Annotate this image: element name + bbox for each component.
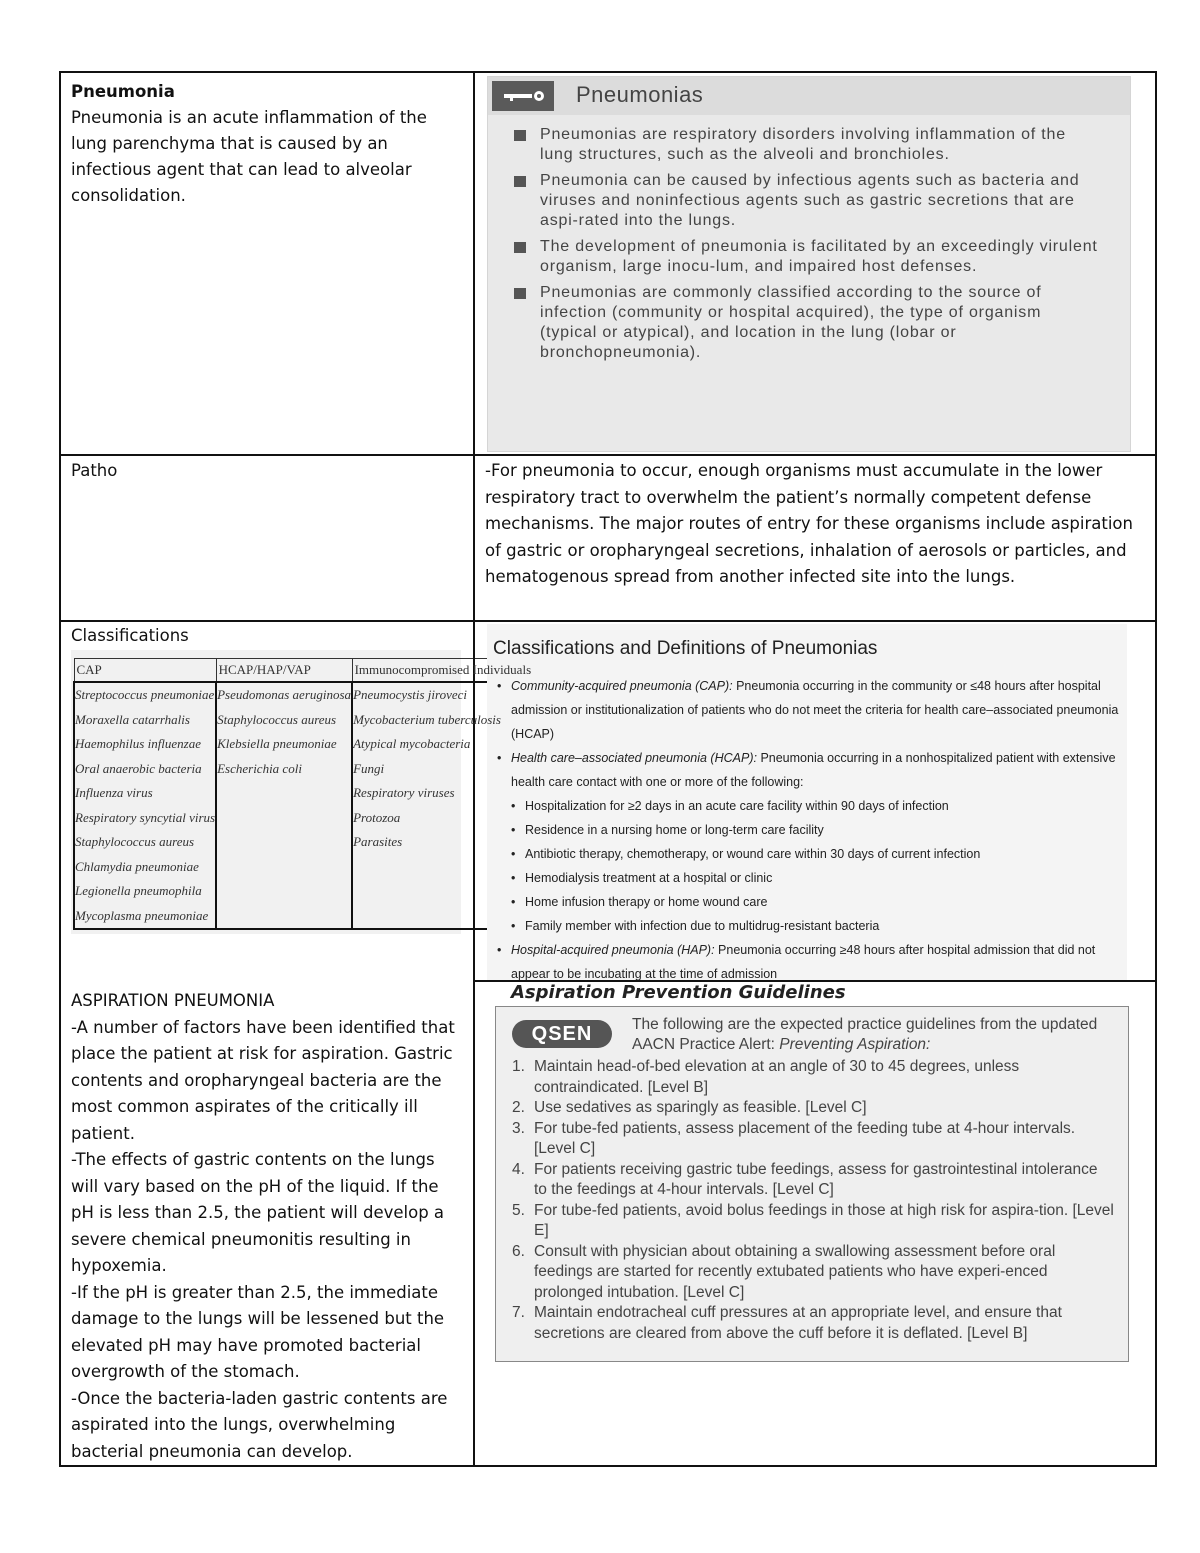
key-box-title: Pneumonias <box>576 82 704 107</box>
pneumonia-definition-cell <box>60 72 474 455</box>
aspiration-paragraph: -If the pH is greater than 2.5, the immediate damage to the lungs will be lessened but the elevated pH may have promoted bacterial overgrowth of the stomach. <box>71 1282 445 1381</box>
organism-name: Mycobacterium tuberculosis <box>353 711 501 727</box>
guideline-item <box>512 1057 1114 1098</box>
organism-name: Respiratory syncytial virus <box>75 809 216 825</box>
key-bullet: Pneumonias are respiratory disorders involving inflammation of the lung structures, such as the alveoli and bronchioles. <box>510 125 1102 165</box>
organism-name: Staphylococcus aureus <box>75 834 195 849</box>
guideline-item <box>512 1201 1114 1242</box>
guideline-text: For patients receiving gastric tube feedings, assess for gastrointestinal intolerance to the feedings at 4-hour intervals. [Level C] <box>534 1160 1098 1198</box>
cap-organism-list <box>75 683 215 928</box>
pneumonia-definition: Pneumonia is an acute inflammation of the lung parenchyma that is caused by an infectious agent that can lead to alveolar consolidation. <box>71 108 427 205</box>
def-hcap: • Health care–associated pneumonia (HCAP): Pneumonia occurring in a nonhospitalized patient with extensive health care contact with one or more of the following: <box>497 746 1121 794</box>
aspiration-paragraphs <box>71 1015 463 1466</box>
guideline-number: 1. <box>512 1058 525 1075</box>
guideline-number: 6. <box>512 1242 525 1260</box>
def-hcap-item: • Hemodialysis treatment at a hospital or clinic <box>497 866 1121 890</box>
guidelines-intro: The following are the expected practice guidelines from the updated AACN Practice Alert: Preventing Aspiration: <box>632 1016 1098 1053</box>
guideline-number: 3. <box>512 1119 525 1137</box>
org-header-cap: CAP <box>74 659 216 683</box>
qsen-badge: QSEN <box>512 1020 612 1048</box>
classifications-label: Classifications <box>71 626 189 645</box>
patho-label: Patho <box>71 461 118 480</box>
organism-table-image <box>71 650 532 934</box>
guideline-item <box>512 1119 1114 1160</box>
aspiration-paragraph: -A number of factors have been identified that place the patient at risk for aspiration. Gastric contents and oropharyngeal bacteria are the most common aspirates of the critically ill patient. <box>71 1017 455 1143</box>
def-hcap-item: • Hospitalization for ≥2 days in an acute care facility within 90 days of infection <box>497 794 1121 818</box>
pneumonia-title: Pneumonia <box>71 82 175 101</box>
patho-text: -For pneumonia to occur, enough organisms must accumulate in the lower respiratory tract to overwhelm the patient’s normally competent defense mechanisms. The major routes of entry for these organisms include aspiration of gastric or oropharyngeal secretions, inhalation of aerosols or particles, and hematogenous spread from another infected site into the lungs. <box>485 461 1133 586</box>
guidelines-box <box>495 1006 1129 1362</box>
organism-name: Atypical mycobacteria <box>353 736 471 751</box>
guideline-text: Consult with physician about obtaining a swallowing assessment before oral feedings are started for recently extubated patients who have experi-enced prolonged intubation. [Level C] <box>534 1242 1056 1301</box>
key-bullet: Pneumonias are commonly classified according to the source of infection (community or hospital acquired), the type of organism (typical or atypical), and location in the lung (lobar or bronchopneumonia). <box>510 283 1102 363</box>
organism-name: Oral anaerobic bacteria <box>75 760 202 776</box>
key-bullet-list <box>488 125 1130 363</box>
organism-name: Respiratory viruses <box>353 785 455 800</box>
aspiration-paragraph: -The effects of gastric contents on the lungs will vary based on the pH of the liquid. If the pH is less than 2.5, the patient will develop a severe chemical pneumonitis resulting in hypoxemia. <box>71 1150 445 1275</box>
org-header-immuno: Immunocompromised Individuals <box>352 659 534 683</box>
organism-name: Pseudomonas aeruginosa <box>217 687 352 702</box>
aspiration-heading: ASPIRATION PNEUMONIA <box>71 991 275 1010</box>
classifications-cell <box>60 621 532 1466</box>
organism-table <box>73 658 535 930</box>
definitions-image <box>487 624 1127 980</box>
def-hap: • Hospital-acquired pneumonia (HAP): Pneumonia occurring ≥48 hours after hospital admission that did not appear to be incubating at the time of admission <box>497 938 1121 980</box>
patho-label-cell <box>60 455 474 621</box>
organism-name: Klebsiella pneumoniae <box>217 736 337 751</box>
aspiration-paragraph: -Once the bacteria-laden gastric contents are aspirated into the lungs, overwhelming bacterial pneumonia can develop. <box>71 1388 448 1461</box>
org-header-hcap: HCAP/HAP/VAP <box>216 659 352 683</box>
def-hcap-item: • Residence in a nursing home or long-term care facility <box>497 818 1121 842</box>
guideline-item <box>512 1160 1114 1201</box>
guideline-item <box>512 1098 1114 1119</box>
key-icon <box>492 81 554 111</box>
organism-name: Moraxella catarrhalis <box>75 711 190 727</box>
def-cap: • Community-acquired pneumonia (CAP): Pneumonia occurring in the community or ≤48 hours after hospital admission or institutionalization of patients who do not meet the criteria for health care–associated pneumonia (HCAP) <box>497 674 1121 746</box>
organism-name: Mycoplasma pneumoniae <box>75 907 209 923</box>
key-bullet: The development of pneumonia is facilitated by an exceedingly virulent organism, large inocu-lum, and impaired host defenses. <box>510 237 1102 277</box>
organism-name: Parasites <box>353 834 403 849</box>
pneumonias-key-box <box>487 76 1131 452</box>
hcap-organism-list <box>217 683 351 781</box>
organism-name: Legionella pneumophila <box>75 883 202 898</box>
organism-name: Chlamydia pneumoniae <box>75 858 199 874</box>
def-hcap-item: • Antibiotic therapy, chemotherapy, or wound care within 30 days of current infection <box>497 842 1121 866</box>
organism-name: Pneumocystis jiroveci <box>353 687 468 702</box>
def-hcap-item: • Home infusion therapy or home wound care <box>497 890 1121 914</box>
organism-name: Protozoa <box>353 809 401 825</box>
guidelines-list <box>512 1057 1114 1344</box>
pneumonias-key-cell <box>474 72 1156 455</box>
def-hcap-item: • Family member with infection due to multidrug-resistant bacteria <box>497 914 1121 938</box>
organism-name: Influenza virus <box>75 785 153 800</box>
organism-name: Staphylococcus aureus <box>217 711 337 727</box>
organism-name: Escherichia coli <box>217 760 302 776</box>
guideline-text: For tube-fed patients, assess placement of the feeding tube at 4-hour intervals. [Level C] <box>534 1119 1076 1157</box>
guideline-text: For tube-fed patients, avoid bolus feedings in those at high risk for aspira-tion. [Level E] <box>534 1201 1114 1239</box>
key-bullet: Pneumonia can be caused by infectious agents such as bacteria and viruses and noninfectious agents such as gastric secretions that are aspi-rated into the lungs. <box>510 171 1102 231</box>
guideline-number: 7. <box>512 1304 525 1321</box>
guideline-text: Maintain head-of-bed elevation at an angle of 30 to 45 degrees, unless contraindicated. [Level B] <box>534 1058 1020 1096</box>
organism-name: Fungi <box>353 760 385 776</box>
definitions-list <box>487 674 1127 980</box>
patho-text-cell <box>474 455 1156 621</box>
guideline-text: Maintain endotracheal cuff pressures at an appropriate level, and ensure that secretions are cleared from above the cuff before it is deflated. [Level B] <box>534 1304 1062 1342</box>
organism-name: Haemophilus influenzae <box>75 736 202 751</box>
guideline-item <box>512 1303 1114 1344</box>
organism-name: Streptococcus pneumoniae <box>75 687 215 702</box>
guideline-number: 2. <box>512 1099 525 1116</box>
guideline-number: 5. <box>512 1201 525 1219</box>
guideline-item <box>512 1242 1114 1304</box>
aspiration-pneumonia-section <box>61 988 473 1465</box>
guideline-number: 4. <box>512 1160 525 1178</box>
definitions-title: Classifications and Definitions of Pneumonias <box>493 638 878 659</box>
definitions-guidelines-cell <box>474 621 1156 1466</box>
guidelines-title: Aspiration Prevention Guidelines <box>511 982 846 1003</box>
notes-table <box>59 71 1157 1467</box>
guideline-text: Use sedatives as sparingly as feasible. [Level C] <box>534 1099 867 1116</box>
